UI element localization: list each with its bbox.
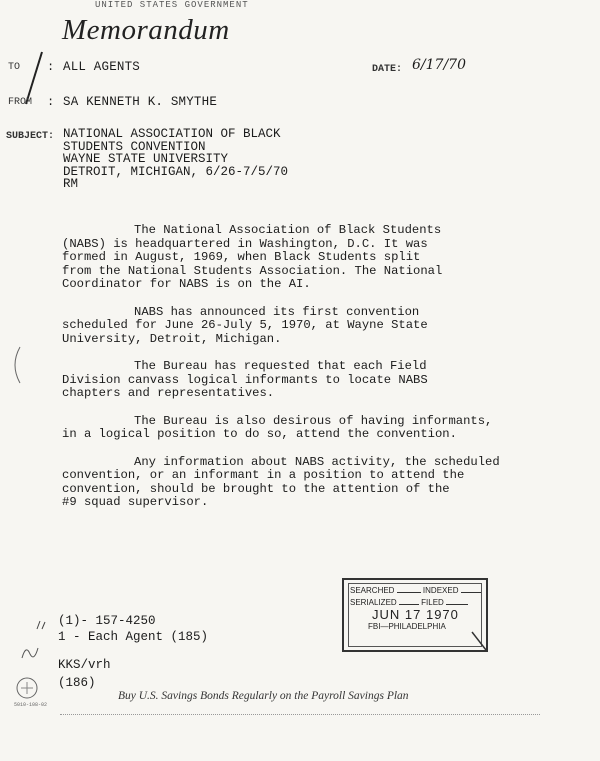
- to-colon: :: [47, 60, 55, 74]
- margin-tick-mark: [34, 618, 48, 632]
- savings-bonds-slogan: Buy U.S. Savings Bonds Regularly on the Payroll Savings Plan: [118, 690, 409, 702]
- subject-label: SUBJECT:: [6, 131, 55, 142]
- margin-scribble-mark: [18, 640, 42, 662]
- copy-count: (186): [58, 676, 96, 690]
- body-paragraph-4: The Bureau is also desirous of having informants, in a logical position to do so, attend the convention.: [62, 413, 493, 441]
- body-paragraph-3: The Bureau has requested that each Field Division canvass logical informants to locate NABS chapters and representatives.: [62, 359, 428, 400]
- subject-line: STUDENTS CONVENTION: [63, 139, 206, 154]
- filing-stamp: [342, 578, 488, 652]
- from-value: SA KENNETH K. SMYTHE: [63, 95, 218, 109]
- margin-bracket-mark: [8, 345, 22, 385]
- stamp-indexed: INDEXED: [422, 586, 459, 595]
- to-value: ALL AGENTS: [63, 60, 141, 74]
- subject-line: NATIONAL ASSOCIATION OF BLACK: [63, 127, 281, 141]
- body-paragraph-2: NABS has announced its first convention scheduled for June 26-July 5, 1970, at Wayne State University, Detroit, Michigan.: [62, 304, 428, 346]
- distribution-line-1: (1)- 157-4250: [58, 614, 156, 628]
- date-value: 6/17/70: [412, 57, 466, 73]
- stamp-office: FBI—PHILADELPHIA: [368, 622, 446, 631]
- to-label: TO: [8, 62, 21, 73]
- typist-initials: KKS/vrh: [58, 658, 111, 672]
- footer-divider: [60, 714, 540, 715]
- distribution-line-2: 1 - Each Agent (185): [58, 630, 209, 644]
- stamp-date: JUN 17 1970: [372, 607, 459, 622]
- subject-line: DETROIT, MICHIGAN, 6/26-7/5/70: [63, 164, 289, 179]
- from-label: FROM: [8, 97, 33, 108]
- stamp-serialized: SERIALIZED: [350, 598, 397, 607]
- date-label: DATE:: [372, 64, 403, 75]
- subject-block: [63, 128, 288, 191]
- stamp-tail-mark: [470, 630, 490, 654]
- body-paragraph-5: Any information about NABS activity, the scheduled convention, or an informant in a position to attend the convention, should be brought to the attention of the #9 squad supervisor.: [62, 454, 500, 509]
- memo-body: [62, 224, 502, 510]
- body-paragraph-1: The National Association of Black Students (NABS) is headquartered in Washington, D.C. It was formed in August, 1969, when Black Students split from the National Students Association. The National Coordinator for NABS is on the AI.: [62, 223, 443, 291]
- emblem-icon: [14, 675, 40, 701]
- memo-title: Memorandum: [62, 14, 230, 46]
- from-colon: :: [47, 95, 55, 109]
- form-code: 5010-108-02: [14, 702, 48, 708]
- subject-line: WAYNE STATE UNIVERSITY: [63, 152, 229, 166]
- stamp-searched: SEARCHED: [350, 586, 395, 595]
- stamp-filed: FILED: [421, 598, 444, 607]
- government-header: UNITED STATES GOVERNMENT: [95, 0, 249, 10]
- subject-line: RM: [63, 177, 79, 191]
